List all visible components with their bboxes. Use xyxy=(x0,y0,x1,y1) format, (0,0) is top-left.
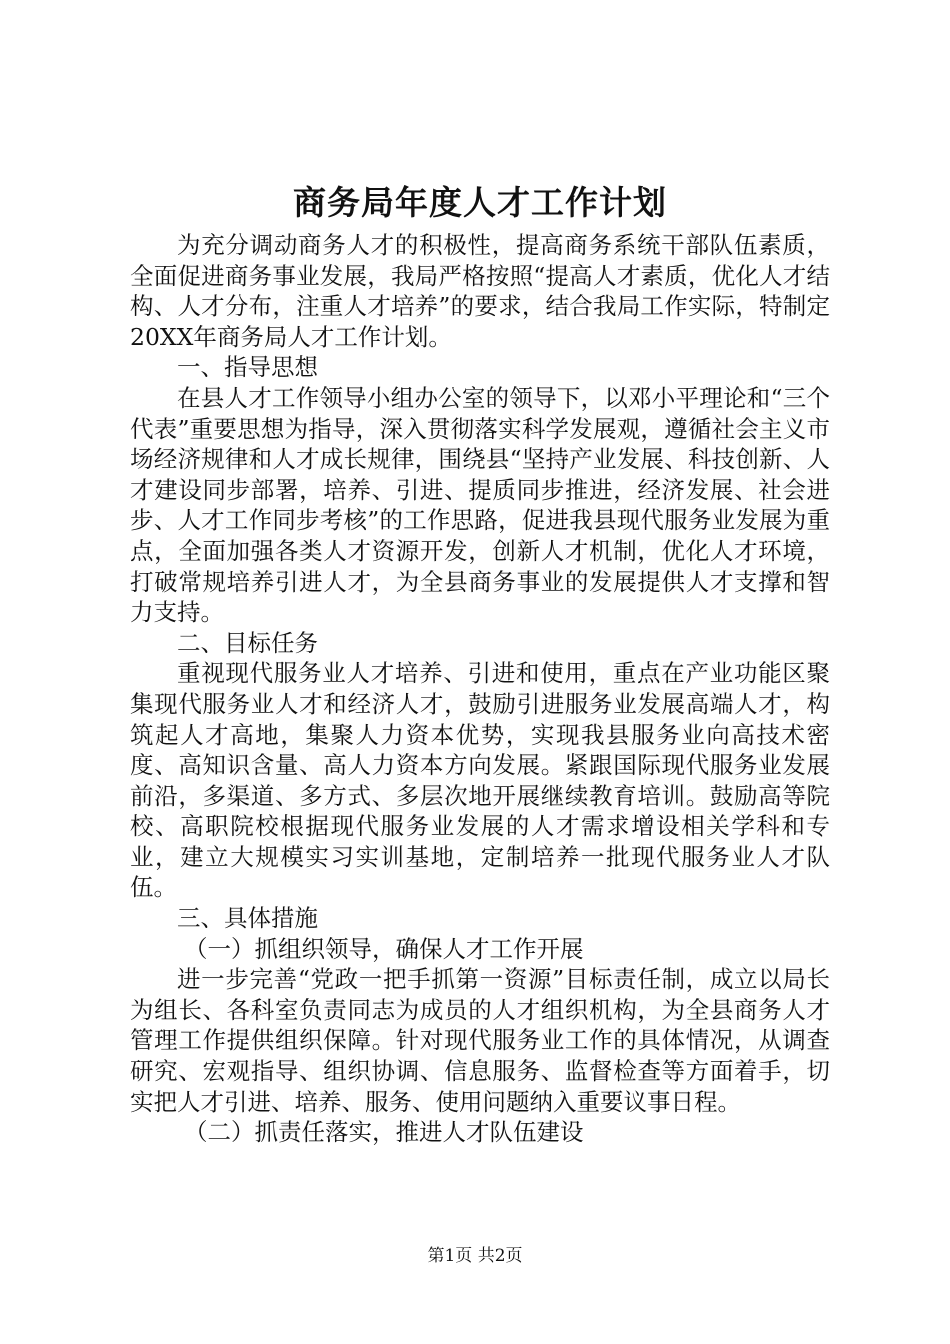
section-heading-guiding-ideology: 一、指导思想 xyxy=(177,353,318,382)
subsection-body-organization: 进一步完善“党政一把手抓第一资源”目标责任制，成立以局长为组长、各科室负责同志为成员的人才组织机构，为全县商务人才管理工作提供组织保障。针对现代服务业工作的具体情况，从调查研究、宏观指导、组织协调、信息服务、监督检查等方面着手，切实把人才引进、培养、服务、使用问题纳入重要议事日程。 xyxy=(130,965,830,1116)
section-body-goals: 重视现代服务业人才培养、引进和使用，重点在产业功能区聚集现代服务业人才和经济人才，鼓励引进服务业发展高端人才，构筑起人才高地，集聚人力资本优势，实现我县服务业向高技术密度、高知识含量、高人力资本方向发展。紧跟国际现代服务业发展前沿，多渠道、多方式、多层次地开展继续教育培训。鼓励高等院校、高职院校根据现代服务业发展的人才需求增设相关学科和专业，建立大规模实习实训基地，定制培养一批现代服务业人才队伍。 xyxy=(130,659,830,902)
document-title: 商务局年度人才工作计划 xyxy=(293,183,667,222)
subsection-heading-organization: （一）抓组织领导，确保人才工作开展 xyxy=(184,934,584,963)
page-footer: 第1页 共2页 xyxy=(427,1246,523,1266)
section-body-guiding-ideology: 在县人才工作领导小组办公室的领导下，以邓小平理论和“三个代表”重要思想为指导，深入贯彻落实科学发展观，遵循社会主义市场经济规律和人才成长规律，围绕县“坚持产业发展、科技创新、人才建设同步部署，培养、引进、提质同步推进，经济发展、社会进步、人才工作同步考核”的工作思路，促进我县现代服务业发展为重点，全面加强各类人才资源开发，创新人才机制，优化人才环境，打破常规培养引进人才，为全县商务事业的发展提供人才支撑和智力支持。 xyxy=(130,383,830,627)
intro-paragraph: 为充分调动商务人才的积极性，提高商务系统干部队伍素质，全面促进商务事业发展，我局严格按照“提高人才素质，优化人才结构、人才分布，注重人才培养”的要求，结合我局工作实际，特制定20XX年商务局人才工作计划。 xyxy=(130,231,830,351)
section-heading-measures: 三、具体措施 xyxy=(177,904,318,933)
subsection-heading-responsibility: （二）抓责任落实，推进人才队伍建设 xyxy=(184,1118,584,1147)
section-heading-goals: 二、目标任务 xyxy=(177,628,318,657)
document-page xyxy=(130,180,830,1148)
